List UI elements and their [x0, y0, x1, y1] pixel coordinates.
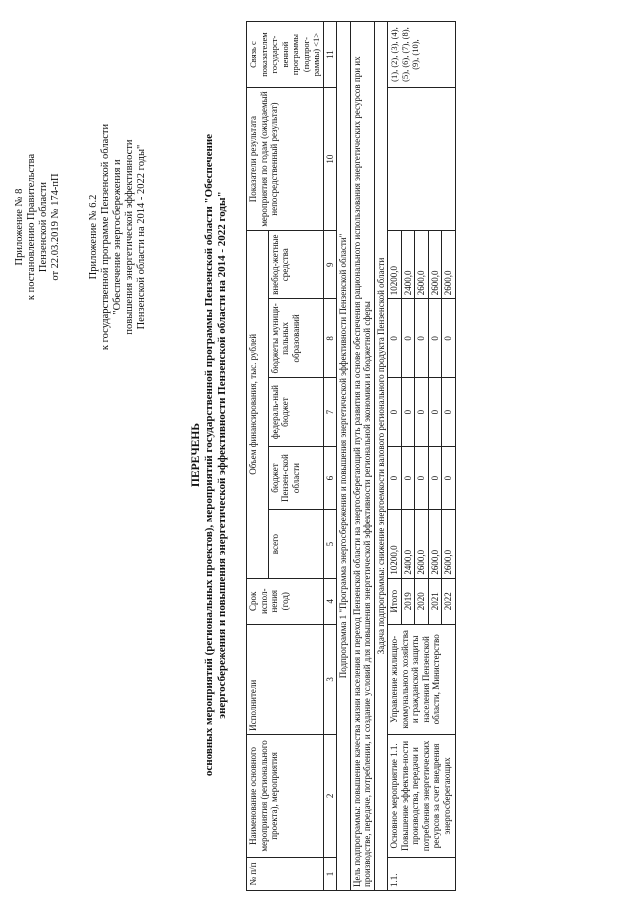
col-num-2: 2: [323, 734, 337, 857]
col-link: Связь с показателем государст-венной программы (подпрог-раммы) <1>: [247, 22, 324, 88]
program-appendix-number: Приложение № 6.2: [88, 194, 99, 280]
regional-cell: 0: [442, 446, 456, 510]
term-cell: Итого: [388, 578, 402, 624]
offbudget-cell: 2600,0: [428, 231, 442, 299]
offbudget-cell: 2600,0: [415, 231, 429, 299]
task-row: [374, 22, 388, 891]
offbudget-cell: 2400,0: [401, 231, 415, 299]
federal-cell: 0: [415, 378, 429, 446]
row-executor: Управление жилищно-коммунального хозяйства и гражданской защиты населения Пензенской области, Министерство: [388, 624, 456, 734]
offbudget-cell: 2600,0: [442, 231, 456, 299]
col-result: Показатели результата мероприятия по годам (ожидаемый непосредственный результат): [247, 88, 324, 231]
total-cell: 2600,0: [415, 510, 429, 578]
title-heading: ПЕРЕЧЕНЬ: [190, 423, 202, 487]
municipal-cell: 0: [442, 299, 456, 378]
municipal-cell: 0: [388, 299, 402, 378]
goal-row: [350, 22, 374, 891]
term-cell: 2019: [401, 578, 415, 624]
row-measure-name: Основное мероприятие 1.1. Повышение эффектив-ности производства, передачи и потребления энергетических ресурсов за счет внедрения энергосберегающих: [388, 734, 456, 857]
col-term: Срок испол-нения (год): [247, 578, 324, 624]
col-num-4: 4: [323, 578, 337, 624]
regional-cell: 0: [388, 446, 402, 510]
subprogram-goal: Цель подпрограммы: повышение качества жизни населения и переход Пензенской области на энергосберегающий путь развития на основе обеспечения рационального использования энергетических ресурсов при их производстве, передаче, потреблении, и создание условий для повышения энергетической эффективности региональной экономики и бюджетной сферы: [350, 22, 374, 891]
regional-cell: 0: [401, 446, 415, 510]
col-num-11: 11: [323, 22, 337, 88]
offbudget-cell: 10200,0: [388, 231, 402, 299]
term-cell: 2020: [415, 578, 429, 624]
program-line-1: к государственной программе Пензенской области: [100, 123, 111, 351]
table-row: [388, 22, 402, 891]
col-num-8: 8: [323, 299, 337, 378]
total-cell: 2600,0: [442, 510, 456, 578]
total-cell: 2600,0: [428, 510, 442, 578]
federal-cell: 0: [401, 378, 415, 446]
col-num-10: 10: [323, 88, 337, 231]
col-regional: бюджет Пензен-ской области: [268, 446, 323, 510]
col-offbudget: внебюд-жетные средства: [268, 231, 323, 299]
col-funding: Объем финансирования, тыс. рублей: [247, 231, 269, 579]
col-num-9: 9: [323, 231, 337, 299]
col-no: № п/п: [247, 858, 324, 891]
subprogram-row: [337, 22, 351, 891]
title-line-1: основных мероприятий (региональных проектов), мероприятий государственной программы Пензенской области "Обеспечение: [203, 133, 215, 777]
col-num-3: 3: [323, 624, 337, 734]
title-line-2: энергосбережения и повышения энергетической эффективности Пензенской области на 2014 - 2022 годы": [216, 191, 228, 719]
header-row-1: [247, 22, 269, 891]
region-line: Пензенской области: [38, 181, 49, 273]
regional-cell: 0: [428, 446, 442, 510]
appendix-header: [14, 112, 62, 342]
col-name: Наименование основного мероприятия (регионального проекта), мероприятия: [247, 734, 324, 857]
col-municipal: бюджеты муници-пальных образований: [268, 299, 323, 378]
col-num-1: 1: [323, 858, 337, 891]
federal-cell: 0: [428, 378, 442, 446]
program-line-3: повышения энергетической эффективности: [124, 139, 135, 335]
decree-line: к постановлению Правительства: [26, 153, 37, 301]
row-link: (1), (2), (3), (4), (5), (6), (7), (8), (9), (10),: [388, 22, 456, 88]
total-cell: 10200,0: [388, 510, 402, 578]
municipal-cell: 0: [401, 299, 415, 378]
row-number: 1.1.: [388, 858, 456, 891]
program-line-2: "Обеспечение энергосбережения и: [112, 159, 123, 315]
document-title: [190, 125, 229, 785]
program-appendix-header: [88, 112, 148, 362]
federal-cell: 0: [442, 378, 456, 446]
term-cell: 2022: [442, 578, 456, 624]
subprogram-title: Подпрограмма 1 "Программа энергосбережения и повышения энергетической эффективности Пензенской области": [337, 22, 351, 891]
col-federal: федераль-ный бюджет: [268, 378, 323, 446]
federal-cell: 0: [388, 378, 402, 446]
program-line-4: Пензенской области на 2014 - 2022 годы": [136, 144, 147, 330]
col-num-6: 6: [323, 446, 337, 510]
term-cell: 2021: [428, 578, 442, 624]
col-num-5: 5: [323, 510, 337, 578]
column-numbers-row: [323, 22, 337, 891]
regional-cell: 0: [415, 446, 429, 510]
municipal-cell: 0: [428, 299, 442, 378]
col-total: всего: [268, 510, 323, 578]
subprogram-task: Задача подпрограммы: снижение энергоемкости валового регионального продукта Пензенской области: [374, 22, 388, 891]
measures-table: [246, 21, 456, 891]
col-exec: Исполнители: [247, 624, 324, 734]
row-result: [388, 88, 456, 231]
date-line: от 22.03.2019 № 174-пП: [50, 173, 61, 281]
appendix-number: Приложение № 8: [14, 188, 25, 266]
total-cell: 2400,0: [401, 510, 415, 578]
col-num-7: 7: [323, 378, 337, 446]
municipal-cell: 0: [415, 299, 429, 378]
